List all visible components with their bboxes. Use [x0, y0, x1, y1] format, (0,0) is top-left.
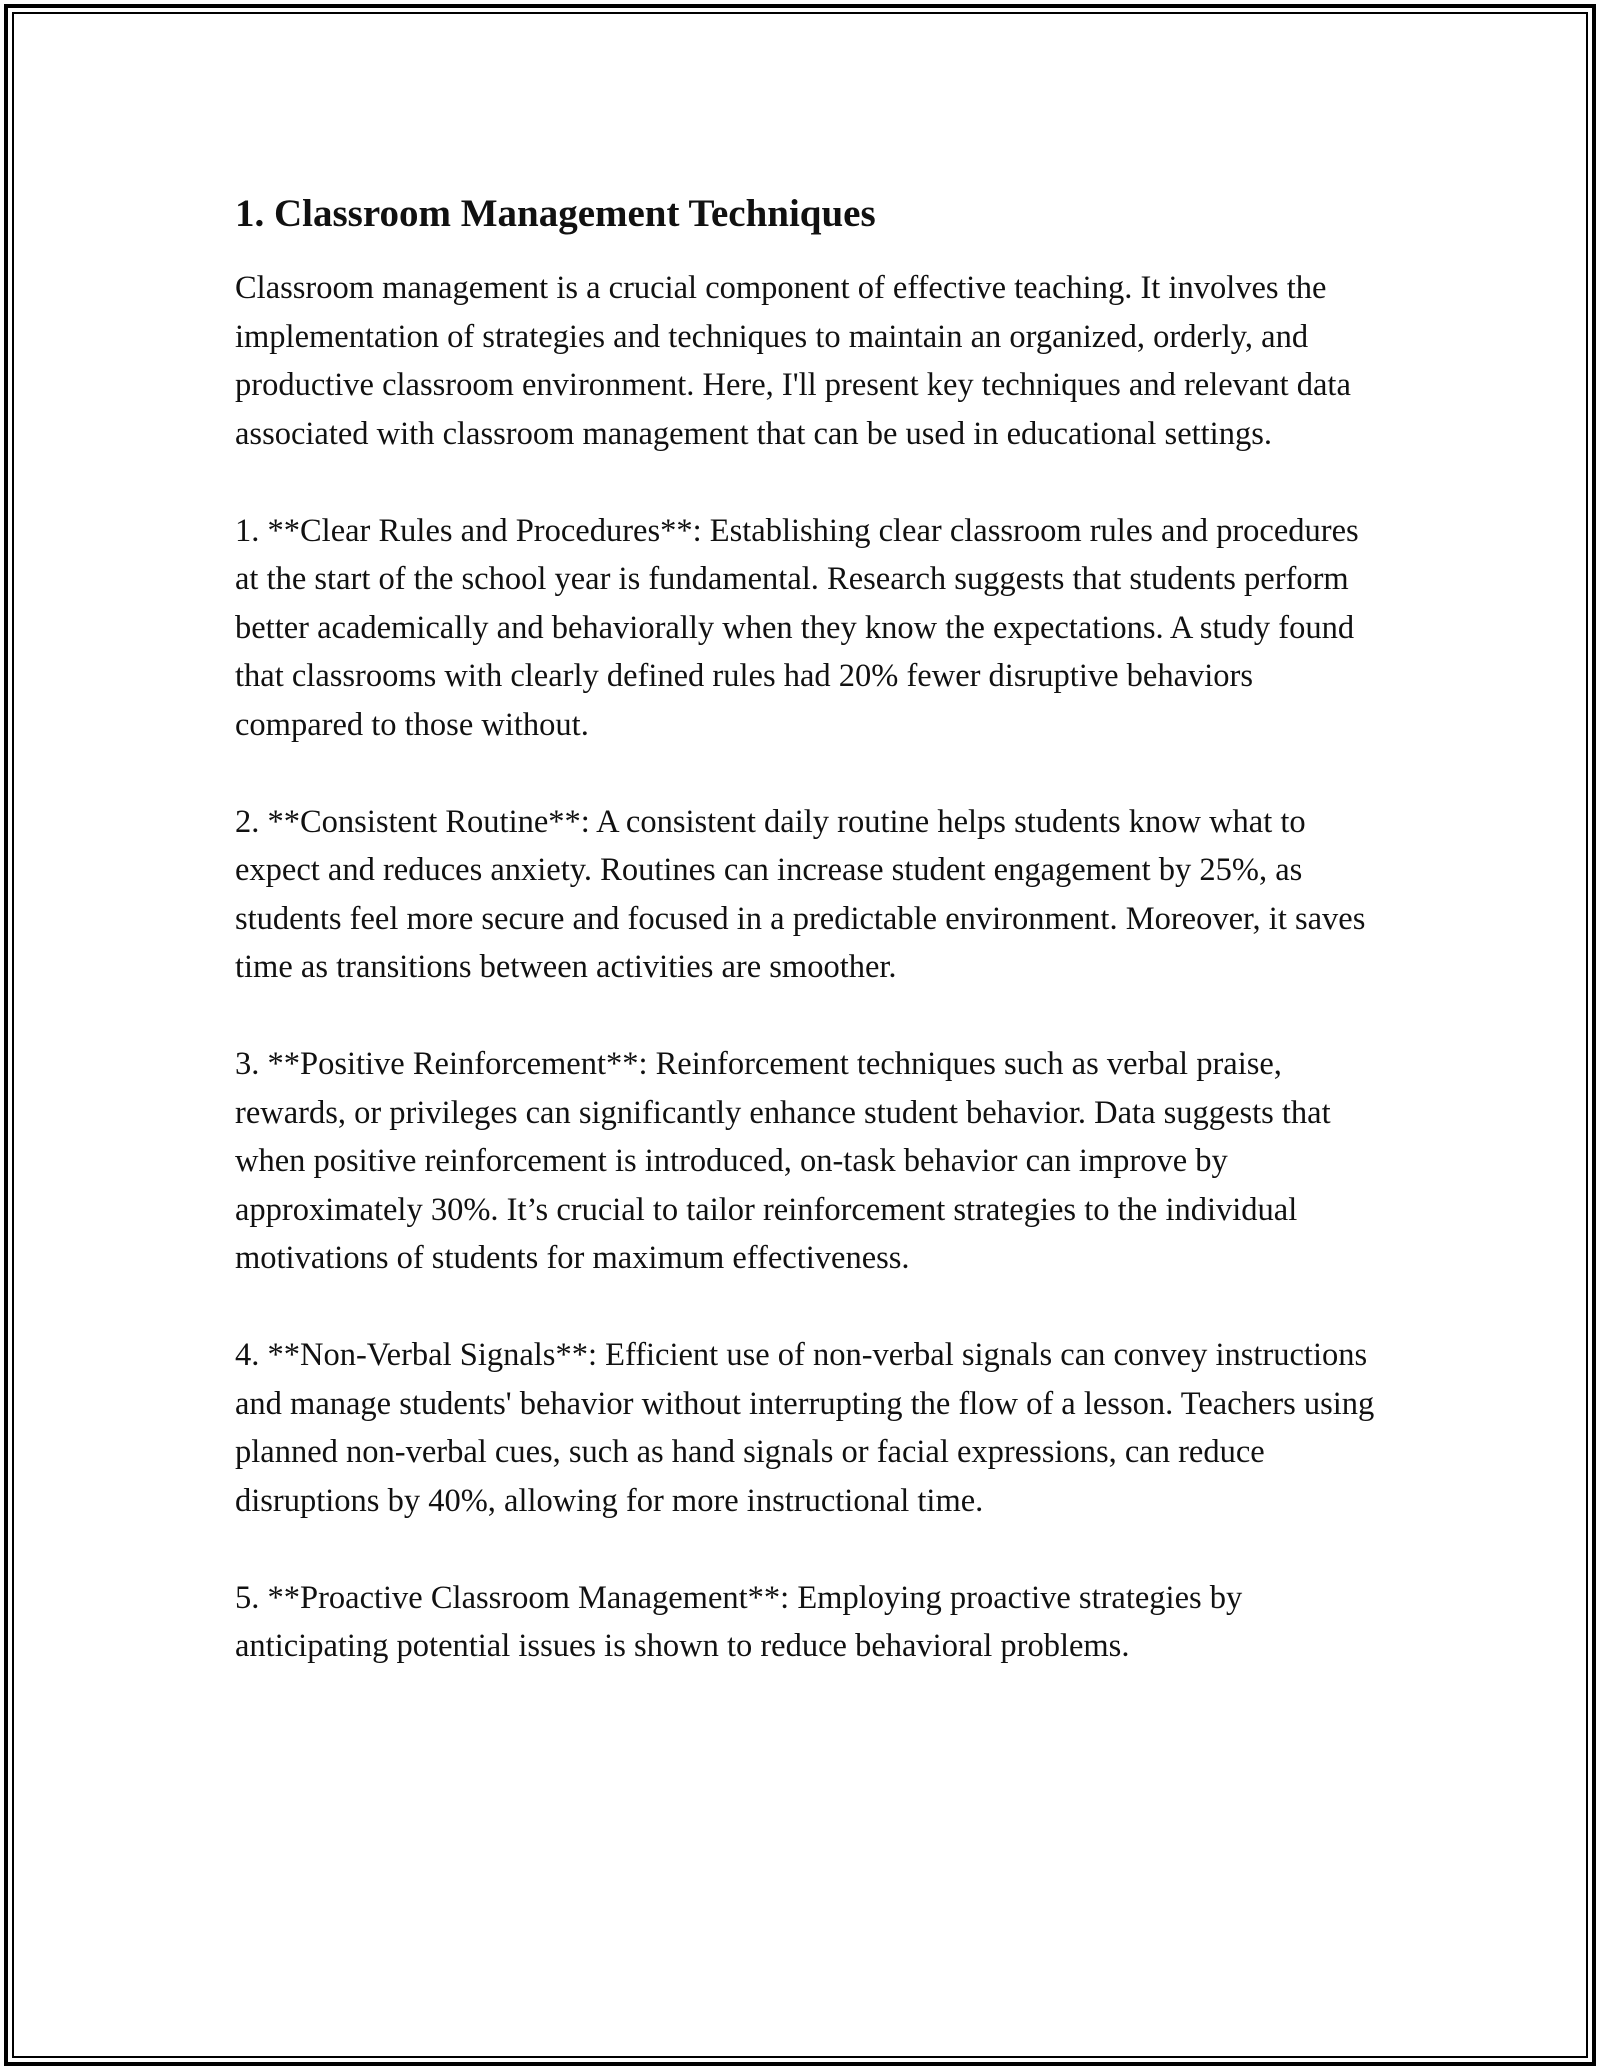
technique-paragraph-clear-rules: 1. **Clear Rules and Procedures**: Establishing clear classroom rules and procedures at the start of the school year is fundamental. Research suggests that students perform better academically and behaviorally when they know the expectations. A study found that classrooms with clearly defined rules had 20% fewer disruptive behaviors compared to those without.: [235, 512, 1359, 743]
document-body: [235, 180, 1375, 1719]
technique-paragraph-proactive-management: 5. **Proactive Classroom Management**: Employing proactive strategies by anticipating potential issues is shown to reduce behavioral problems.: [235, 1579, 1243, 1664]
intro-paragraph: Classroom management is a crucial component of effective teaching. It involves the implementation of strategies and techniques to maintain an organized, orderly, and productive classroom environment. Here, I'll present key techniques and relevant data associated with classroom management that can be used in educational settings.: [235, 270, 1351, 452]
technique-paragraph-consistent-routine: 2. **Consistent Routine**: A consistent daily routine helps students know what to expect and reduces anxiety. Routines can increase student engagement by 25%, as students feel more secure and focused in a predictable environment. Moreover, it saves time as transitions between activities are smoother.: [235, 803, 1366, 985]
technique-paragraph-positive-reinforcement: 3. **Positive Reinforcement**: Reinforcement techniques such as verbal praise, rewards, or privileges can significantly enhance student behavior. Data suggests that when positive reinforcement is introduced, on-task behavior can improve by approximately 30%. It’s crucial to tailor reinforcement strategies to the individual motivations of students for maximum effectiveness.: [235, 1046, 1331, 1276]
technique-paragraph-non-verbal-signals: 4. **Non-Verbal Signals**: Efficient use of non-verbal signals can convey instructions and manage students' behavior without interrupting the flow of a lesson. Teachers using planned non-verbal cues, such as hand signals or facial expressions, can reduce disruptions by 40%, allowing for more instructional time.: [235, 1337, 1375, 1519]
section-heading: 1. Classroom Management Techniques: [235, 192, 876, 235]
